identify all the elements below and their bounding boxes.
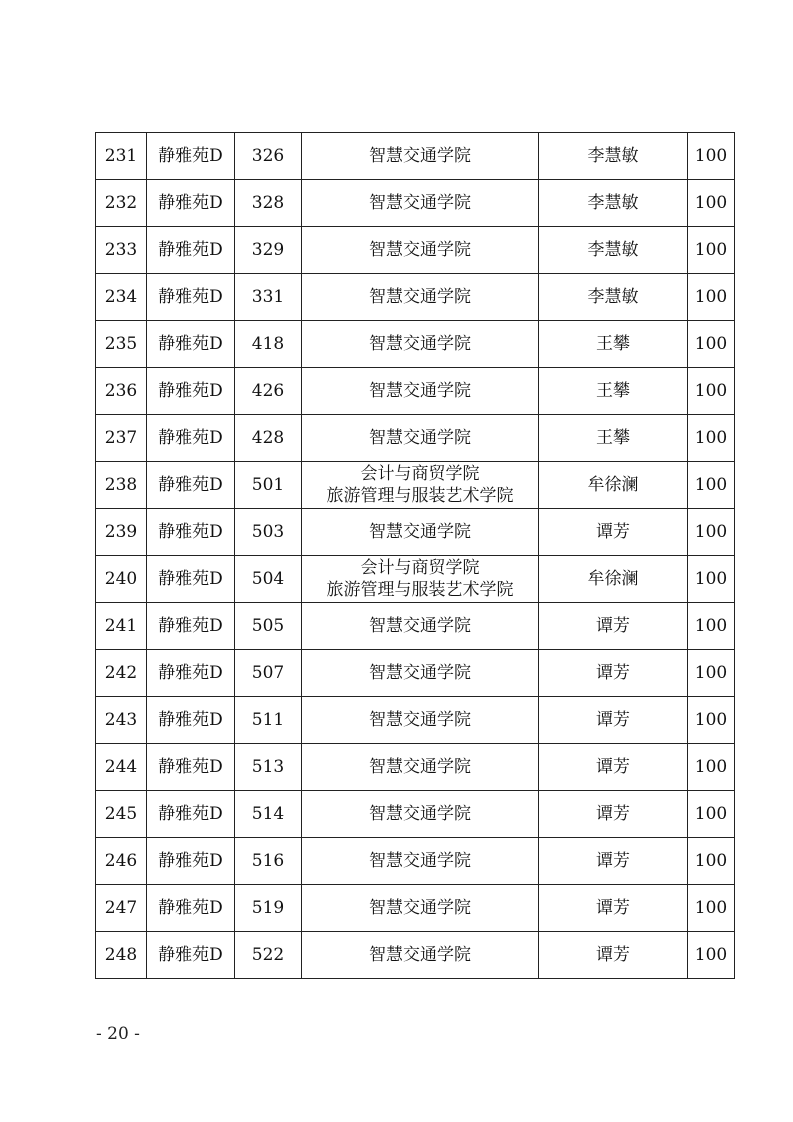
room-cell: 504 [235,556,302,603]
building-cell: 静雅苑D [147,932,235,979]
table-row [96,603,735,650]
room-cell: 331 [235,274,302,321]
building-cell: 静雅苑D [147,180,235,227]
teacher-cell: 谭芳 [539,509,688,556]
score-cell: 100 [688,462,735,509]
college-cell [302,509,539,556]
building-cell: 静雅苑D [147,462,235,509]
row-number-cell: 243 [96,697,147,744]
building-cell: 静雅苑D [147,603,235,650]
college-name: 智慧交通学院 [369,287,471,307]
building-cell: 静雅苑D [147,274,235,321]
college-cell [302,650,539,697]
table-row [96,509,735,556]
college-name: 智慧交通学院 [369,663,471,683]
room-cell: 507 [235,650,302,697]
table-body [96,133,735,979]
college-cell [302,368,539,415]
table-row [96,274,735,321]
table-row [96,462,735,509]
teacher-cell: 李慧敏 [539,180,688,227]
college-name: 智慧交通学院 [369,240,471,260]
building-cell: 静雅苑D [147,697,235,744]
table-row [96,697,735,744]
room-cell: 503 [235,509,302,556]
building-cell: 静雅苑D [147,556,235,603]
row-number-cell: 232 [96,180,147,227]
college-cell [302,415,539,462]
college-cell [302,603,539,650]
building-cell: 静雅苑D [147,227,235,274]
building-cell: 静雅苑D [147,509,235,556]
score-cell: 100 [688,180,735,227]
teacher-cell: 谭芳 [539,744,688,791]
college-name: 会计与商贸学院 [360,558,480,578]
room-cell: 328 [235,180,302,227]
room-cell: 428 [235,415,302,462]
row-number-cell: 240 [96,556,147,603]
table-row [96,180,735,227]
row-number-cell: 242 [96,650,147,697]
room-cell: 418 [235,321,302,368]
row-number-cell: 248 [96,932,147,979]
row-number-cell: 241 [96,603,147,650]
teacher-cell: 谭芳 [539,603,688,650]
building-cell: 静雅苑D [147,133,235,180]
row-number-cell: 247 [96,885,147,932]
row-number-cell: 239 [96,509,147,556]
teacher-cell: 谭芳 [539,885,688,932]
college-name: 智慧交通学院 [369,193,471,213]
college-cell [302,462,539,509]
college-cell [302,885,539,932]
college-cell [302,556,539,603]
score-cell: 100 [688,509,735,556]
teacher-cell: 李慧敏 [539,133,688,180]
college-cell [302,227,539,274]
score-cell: 100 [688,838,735,885]
building-cell: 静雅苑D [147,885,235,932]
building-cell: 静雅苑D [147,744,235,791]
row-number-cell: 234 [96,274,147,321]
college-name: 智慧交通学院 [369,428,471,448]
college-cell [302,321,539,368]
college-name: 智慧交通学院 [369,616,471,636]
room-cell: 326 [235,133,302,180]
table-row [96,791,735,838]
college-cell [302,932,539,979]
college-name: 智慧交通学院 [369,757,471,777]
college-name: 智慧交通学院 [369,381,471,401]
college-cell [302,133,539,180]
score-cell: 100 [688,791,735,838]
score-cell: 100 [688,227,735,274]
room-cell: 511 [235,697,302,744]
college-cell [302,791,539,838]
teacher-cell: 牟徐澜 [539,462,688,509]
college-name: 智慧交通学院 [369,898,471,918]
college-name: 智慧交通学院 [369,851,471,871]
building-cell: 静雅苑D [147,838,235,885]
score-cell: 100 [688,932,735,979]
table-row [96,321,735,368]
row-number-cell: 231 [96,133,147,180]
college-name: 智慧交通学院 [369,334,471,354]
score-cell: 100 [688,274,735,321]
college-name: 智慧交通学院 [369,522,471,542]
college-cell [302,744,539,791]
room-cell: 513 [235,744,302,791]
score-cell: 100 [688,650,735,697]
score-cell: 100 [688,744,735,791]
score-cell: 100 [688,133,735,180]
table-row [96,368,735,415]
room-cell: 516 [235,838,302,885]
room-cell: 426 [235,368,302,415]
building-cell: 静雅苑D [147,368,235,415]
college-cell [302,838,539,885]
row-number-cell: 235 [96,321,147,368]
building-cell: 静雅苑D [147,321,235,368]
room-cell: 501 [235,462,302,509]
room-cell: 329 [235,227,302,274]
teacher-cell: 王攀 [539,415,688,462]
teacher-cell: 李慧敏 [539,227,688,274]
score-cell: 100 [688,415,735,462]
college-name: 智慧交通学院 [369,804,471,824]
table-row [96,744,735,791]
score-cell: 100 [688,556,735,603]
room-cell: 505 [235,603,302,650]
teacher-cell: 谭芳 [539,791,688,838]
building-cell: 静雅苑D [147,791,235,838]
college-cell [302,697,539,744]
row-number-cell: 237 [96,415,147,462]
score-cell: 100 [688,321,735,368]
score-cell: 100 [688,603,735,650]
college-name: 旅游管理与服装艺术学院 [326,486,514,506]
teacher-cell: 牟徐澜 [539,556,688,603]
college-name: 智慧交通学院 [369,945,471,965]
room-cell: 519 [235,885,302,932]
table-row [96,932,735,979]
table-row [96,415,735,462]
row-number-cell: 233 [96,227,147,274]
college-cell [302,180,539,227]
table-row [96,885,735,932]
teacher-cell: 谭芳 [539,650,688,697]
college-name: 智慧交通学院 [369,146,471,166]
teacher-cell: 谭芳 [539,697,688,744]
college-name: 旅游管理与服装艺术学院 [326,580,514,600]
row-number-cell: 244 [96,744,147,791]
page-number: - 20 - [96,1024,140,1044]
row-number-cell: 245 [96,791,147,838]
row-number-cell: 236 [96,368,147,415]
room-cell: 522 [235,932,302,979]
building-cell: 静雅苑D [147,650,235,697]
table-row [96,227,735,274]
college-cell [302,274,539,321]
table-row [96,650,735,697]
table-row [96,838,735,885]
dormitory-table [95,132,735,979]
score-cell: 100 [688,697,735,744]
college-name: 会计与商贸学院 [360,464,480,484]
teacher-cell: 王攀 [539,321,688,368]
table-row [96,133,735,180]
teacher-cell: 谭芳 [539,932,688,979]
row-number-cell: 238 [96,462,147,509]
row-number-cell: 246 [96,838,147,885]
college-name: 智慧交通学院 [369,710,471,730]
teacher-cell: 李慧敏 [539,274,688,321]
score-cell: 100 [688,368,735,415]
teacher-cell: 谭芳 [539,838,688,885]
table-row [96,556,735,603]
room-cell: 514 [235,791,302,838]
teacher-cell: 王攀 [539,368,688,415]
score-cell: 100 [688,885,735,932]
building-cell: 静雅苑D [147,415,235,462]
